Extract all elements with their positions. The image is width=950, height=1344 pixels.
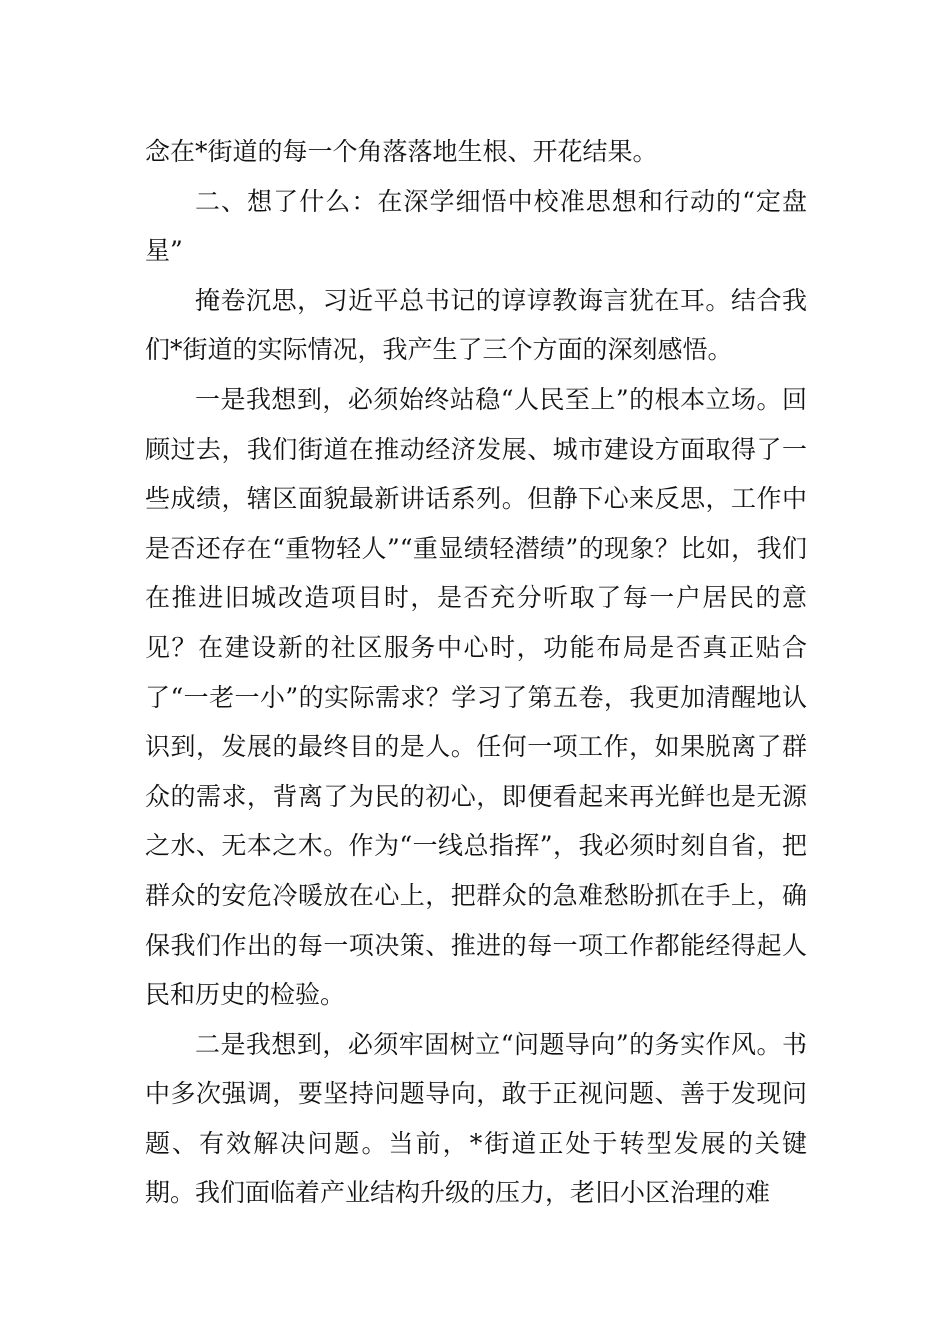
paragraph-intro: 掩卷沉思，习近平总书记的谆谆教诲言犹在耳。结合我们*街道的实际情况，我产生了三个方面的深刻感悟。 <box>145 285 807 365</box>
paragraph-continuation: 念在*街道的每一个角落落地生根、开花结果。 <box>145 137 658 166</box>
section-heading: 二、想了什么：在深学细悟中校准思想和行动的“定盘星” <box>145 186 807 266</box>
paragraph-point-two: 二是我想到，必须牢固树立“问题导向”的务实作风。书中多次强调，要坚持问题导向，敢于正视问题、善于发现问题、有效解决问题。当前，*街道正处于转型发展的关键期。我们面临着产业结构升级的压力，老旧小区治理的难 <box>145 1029 807 1208</box>
paragraph-point-one: 一是我想到，必须始终站稳“人民至上”的根本立场。回顾过去，我们街道在推动经济发展、城市建设方面取得了一些成绩，辖区面貌最新讲话系列。但静下心来反思，工作中是否还存在“重物轻人”“重显绩轻潜绩”的现象？比如，我们在推进旧城改造项目时，是否充分听取了每一户居民的意见？在建设新的社区服务中心时，功能布局是否真正贴合了“一老一小”的实际需求？学习了第五卷，我更加清醒地认识到，发展的最终目的是人。任何一项工作，如果脱离了群众的需求，背离了为民的初心，即便看起来再光鲜也是无源之水、无本之木。作为“一线总指挥”，我必须时刻自省，把群众的安危冷暖放在心上，把群众的急难愁盼抓在手上，确保我们作出的每一项决策、推进的每一项工作都能经得起人民和历史的检验。 <box>145 384 807 1010</box>
document-body <box>145 127 807 1218</box>
